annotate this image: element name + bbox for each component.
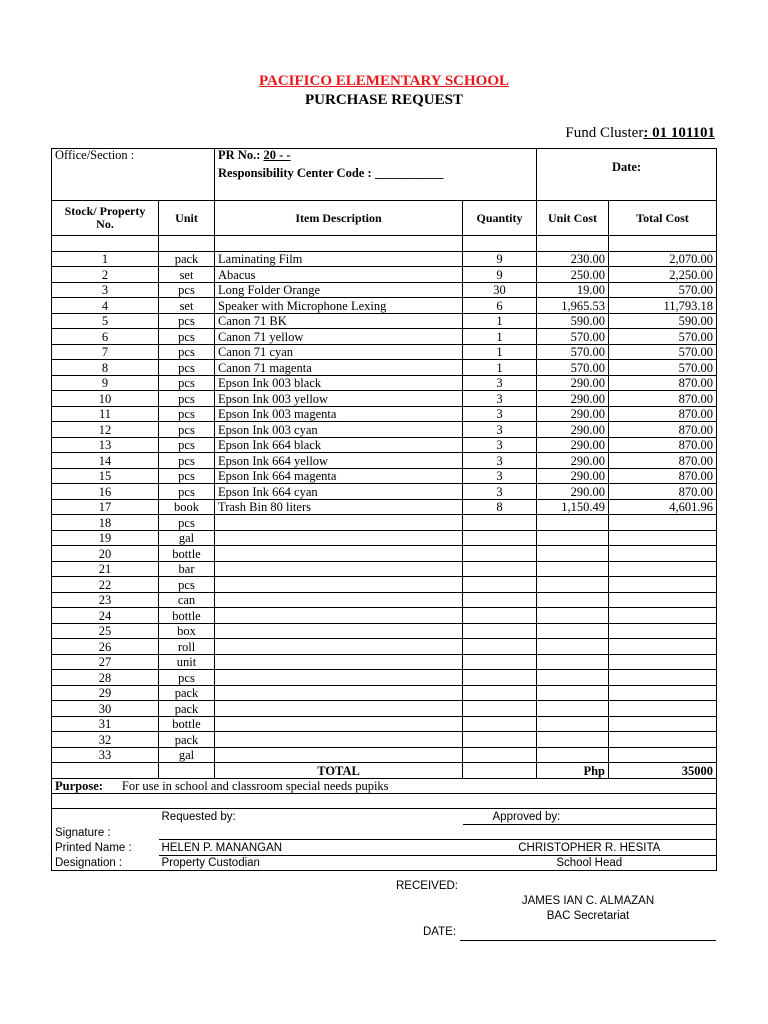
item-quantity <box>463 530 537 546</box>
item-unit-cost: 290.00 <box>537 422 609 438</box>
col-quantity: Quantity <box>463 201 537 236</box>
item-quantity: 6 <box>463 298 537 314</box>
item-no: 28 <box>52 670 159 686</box>
item-row <box>52 422 717 438</box>
approved-designation: School Head <box>463 855 717 871</box>
item-unit: unit <box>159 654 215 670</box>
item-unit-cost <box>537 546 609 562</box>
item-description: Laminating Film <box>215 251 463 267</box>
item-total-cost <box>609 670 717 686</box>
item-total-cost: 870.00 <box>609 484 717 500</box>
item-no: 3 <box>52 282 159 298</box>
item-no: 17 <box>52 499 159 515</box>
item-row <box>52 313 717 329</box>
item-unit-cost <box>537 530 609 546</box>
item-quantity: 3 <box>463 484 537 500</box>
item-unit: pcs <box>159 484 215 500</box>
item-no: 1 <box>52 251 159 267</box>
item-quantity <box>463 701 537 717</box>
item-no: 6 <box>52 329 159 345</box>
item-no: 11 <box>52 406 159 422</box>
item-unit: pack <box>159 701 215 717</box>
col-unit: Unit <box>159 201 215 236</box>
received-name: JAMES IAN C. ALMAZAN <box>521 895 655 907</box>
item-total-cost: 870.00 <box>609 453 717 469</box>
item-unit-cost <box>537 515 609 531</box>
item-row <box>52 685 717 701</box>
item-description <box>215 592 463 608</box>
item-unit: pcs <box>159 406 215 422</box>
item-description: Epson Ink 003 cyan <box>215 422 463 438</box>
item-no: 13 <box>52 437 159 453</box>
item-unit-cost: 290.00 <box>537 468 609 484</box>
item-unit: pcs <box>159 344 215 360</box>
item-no: 16 <box>52 484 159 500</box>
item-no: 20 <box>52 546 159 562</box>
item-unit-cost <box>537 685 609 701</box>
item-unit-cost: 1,150.49 <box>537 499 609 515</box>
item-total-cost <box>609 639 717 655</box>
item-row <box>52 298 717 314</box>
item-no: 4 <box>52 298 159 314</box>
item-no: 2 <box>52 267 159 283</box>
requested-designation: Property Custodian <box>159 855 463 871</box>
item-no: 8 <box>52 360 159 376</box>
item-row <box>52 639 717 655</box>
item-description: Epson Ink 664 magenta <box>215 468 463 484</box>
item-description <box>215 546 463 562</box>
item-quantity <box>463 654 537 670</box>
item-total-cost: 570.00 <box>609 344 717 360</box>
item-no: 26 <box>52 639 159 655</box>
item-description <box>215 654 463 670</box>
school-name: PACIFICO ELEMENTARY SCHOOL <box>258 73 510 89</box>
item-row <box>52 670 717 686</box>
item-description <box>215 747 463 763</box>
item-description <box>215 670 463 686</box>
item-no: 29 <box>52 685 159 701</box>
item-description: Abacus <box>215 267 463 283</box>
item-no: 21 <box>52 561 159 577</box>
item-description <box>215 577 463 593</box>
item-total-cost: 2,070.00 <box>609 251 717 267</box>
pr-info-cell <box>215 149 537 201</box>
item-unit-cost: 290.00 <box>537 375 609 391</box>
item-unit: gal <box>159 530 215 546</box>
item-unit-cost: 290.00 <box>537 453 609 469</box>
item-unit-cost <box>537 608 609 624</box>
item-quantity: 8 <box>463 499 537 515</box>
item-total-cost <box>609 654 717 670</box>
spacer-row <box>52 236 717 252</box>
approved-by-label: Approved by: <box>463 809 717 825</box>
fund-cluster-label: Fund Cluster <box>565 125 644 141</box>
item-description <box>215 561 463 577</box>
item-quantity: 3 <box>463 375 537 391</box>
item-unit: pcs <box>159 468 215 484</box>
item-no: 33 <box>52 747 159 763</box>
item-unit: gal <box>159 747 215 763</box>
item-unit-cost: 570.00 <box>537 329 609 345</box>
requested-name: HELEN P. MANANGAN <box>159 840 463 856</box>
item-no: 12 <box>52 422 159 438</box>
purpose-text: For use in school and classroom special needs pupiks <box>121 779 389 793</box>
col-description: Item Description <box>215 201 463 236</box>
item-row <box>52 406 717 422</box>
item-total-cost <box>609 701 717 717</box>
item-unit: pcs <box>159 360 215 376</box>
item-quantity <box>463 716 537 732</box>
item-row <box>52 360 717 376</box>
item-unit-cost: 570.00 <box>537 344 609 360</box>
item-no: 10 <box>52 391 159 407</box>
purpose-blank-row <box>52 794 717 809</box>
item-no: 27 <box>52 654 159 670</box>
item-quantity: 3 <box>463 468 537 484</box>
received-designation: BAC Secretariat <box>546 910 630 922</box>
item-unit-cost <box>537 732 609 748</box>
item-description <box>215 623 463 639</box>
purpose-row <box>52 778 717 794</box>
item-no: 15 <box>52 468 159 484</box>
item-row <box>52 530 717 546</box>
col-stock-no: Stock/ Property No. <box>52 201 159 236</box>
pr-no-value: 20 - - <box>263 148 291 162</box>
signature-row <box>52 824 717 840</box>
item-unit: pcs <box>159 422 215 438</box>
item-unit-cost <box>537 639 609 655</box>
item-no: 31 <box>52 716 159 732</box>
date-label: Date: <box>611 160 642 174</box>
item-description <box>215 639 463 655</box>
item-row <box>52 468 717 484</box>
item-unit-cost <box>537 623 609 639</box>
item-row <box>52 375 717 391</box>
item-quantity: 3 <box>463 453 537 469</box>
item-row <box>52 561 717 577</box>
item-row <box>52 329 717 345</box>
item-unit-cost: 290.00 <box>537 437 609 453</box>
item-row <box>52 484 717 500</box>
item-unit-cost <box>537 654 609 670</box>
item-no: 32 <box>52 732 159 748</box>
item-no: 22 <box>52 577 159 593</box>
item-no: 7 <box>52 344 159 360</box>
item-quantity <box>463 561 537 577</box>
received-date-line <box>460 940 716 941</box>
item-unit: pcs <box>159 577 215 593</box>
item-total-cost <box>609 716 717 732</box>
item-unit-cost: 590.00 <box>537 313 609 329</box>
item-description: Canon 71 magenta <box>215 360 463 376</box>
item-total-cost <box>609 592 717 608</box>
item-description: Epson Ink 664 yellow <box>215 453 463 469</box>
item-unit: pack <box>159 732 215 748</box>
item-no: 18 <box>52 515 159 531</box>
item-no: 25 <box>52 623 159 639</box>
total-amount: 35000 <box>609 763 717 779</box>
item-row <box>52 344 717 360</box>
item-description <box>215 515 463 531</box>
item-description: Epson Ink 003 black <box>215 375 463 391</box>
item-total-cost: 870.00 <box>609 422 717 438</box>
item-description <box>215 716 463 732</box>
item-total-cost: 570.00 <box>609 360 717 376</box>
item-quantity <box>463 747 537 763</box>
item-unit-cost: 250.00 <box>537 267 609 283</box>
item-quantity <box>463 546 537 562</box>
signature-label: Signature : <box>52 824 159 840</box>
item-row <box>52 577 717 593</box>
item-description <box>215 732 463 748</box>
item-unit: roll <box>159 639 215 655</box>
item-total-cost <box>609 546 717 562</box>
item-quantity: 1 <box>463 344 537 360</box>
item-no: 9 <box>52 375 159 391</box>
item-unit-cost <box>537 561 609 577</box>
item-total-cost: 2,250.00 <box>609 267 717 283</box>
item-unit: book <box>159 499 215 515</box>
item-unit: pcs <box>159 375 215 391</box>
purpose-label: Purpose: <box>55 779 103 793</box>
item-description: Epson Ink 664 black <box>215 437 463 453</box>
item-row <box>52 499 717 515</box>
total-currency: Php <box>537 763 609 779</box>
item-unit-cost <box>537 577 609 593</box>
item-unit: bottle <box>159 716 215 732</box>
requested-approved-row <box>52 809 717 825</box>
item-row <box>52 732 717 748</box>
item-row <box>52 623 717 639</box>
item-quantity <box>463 623 537 639</box>
item-description: Speaker with Microphone Lexing <box>215 298 463 314</box>
item-row <box>52 391 717 407</box>
item-description: Trash Bin 80 liters <box>215 499 463 515</box>
item-row <box>52 747 717 763</box>
item-description <box>215 701 463 717</box>
received-date-label: DATE: <box>423 926 457 938</box>
item-quantity <box>463 670 537 686</box>
office-section-cell <box>52 149 215 201</box>
item-no: 5 <box>52 313 159 329</box>
item-row <box>52 546 717 562</box>
item-unit: pcs <box>159 282 215 298</box>
received-label: RECEIVED: <box>396 880 458 892</box>
item-description <box>215 530 463 546</box>
item-unit: pcs <box>159 391 215 407</box>
item-description <box>215 685 463 701</box>
item-unit-cost: 290.00 <box>537 484 609 500</box>
printed-name-row <box>52 840 717 856</box>
fund-cluster <box>565 125 715 142</box>
item-total-cost: 570.00 <box>609 329 717 345</box>
item-unit: bar <box>159 561 215 577</box>
purchase-request-table <box>51 148 717 871</box>
item-unit: box <box>159 623 215 639</box>
item-quantity <box>463 515 537 531</box>
item-row <box>52 654 717 670</box>
office-section-label: Office/Section : <box>55 148 135 162</box>
item-description <box>215 608 463 624</box>
item-row <box>52 701 717 717</box>
col-unit-cost: Unit Cost <box>537 201 609 236</box>
item-unit: pcs <box>159 313 215 329</box>
designation-row <box>52 855 717 871</box>
col-total-cost: Total Cost <box>609 201 717 236</box>
info-row <box>52 149 717 201</box>
item-unit-cost <box>537 701 609 717</box>
item-total-cost: 870.00 <box>609 391 717 407</box>
item-quantity: 3 <box>463 406 537 422</box>
item-total-cost <box>609 623 717 639</box>
item-unit-cost: 19.00 <box>537 282 609 298</box>
item-unit: set <box>159 298 215 314</box>
item-no: 24 <box>52 608 159 624</box>
item-unit: bottle <box>159 546 215 562</box>
item-quantity: 30 <box>463 282 537 298</box>
item-quantity: 3 <box>463 437 537 453</box>
printed-name-label: Printed Name : <box>52 840 159 856</box>
item-unit-cost <box>537 670 609 686</box>
item-description: Canon 71 yellow <box>215 329 463 345</box>
pr-no-label: PR No.: <box>218 148 261 162</box>
item-no: 14 <box>52 453 159 469</box>
item-row <box>52 437 717 453</box>
item-no: 30 <box>52 701 159 717</box>
item-quantity: 1 <box>463 329 537 345</box>
item-row <box>52 453 717 469</box>
total-row <box>52 763 717 779</box>
item-total-cost: 570.00 <box>609 282 717 298</box>
item-total-cost: 870.00 <box>609 406 717 422</box>
item-total-cost: 870.00 <box>609 468 717 484</box>
item-unit: pcs <box>159 453 215 469</box>
item-total-cost: 870.00 <box>609 437 717 453</box>
item-total-cost <box>609 530 717 546</box>
responsibility-center-code: Responsibility Center Code : ___________ <box>218 166 444 180</box>
item-unit-cost: 230.00 <box>537 251 609 267</box>
designation-label: Designation : <box>52 855 159 871</box>
item-unit: pcs <box>159 670 215 686</box>
item-quantity <box>463 639 537 655</box>
item-row <box>52 515 717 531</box>
item-quantity: 3 <box>463 422 537 438</box>
item-total-cost: 590.00 <box>609 313 717 329</box>
item-unit: pcs <box>159 329 215 345</box>
item-unit-cost <box>537 747 609 763</box>
item-description: Long Folder Orange <box>215 282 463 298</box>
item-unit-cost: 290.00 <box>537 406 609 422</box>
item-unit: pack <box>159 685 215 701</box>
item-unit-cost <box>537 716 609 732</box>
item-total-cost: 4,601.96 <box>609 499 717 515</box>
item-total-cost <box>609 747 717 763</box>
item-unit-cost <box>537 592 609 608</box>
item-total-cost <box>609 561 717 577</box>
item-row <box>52 267 717 283</box>
item-quantity: 9 <box>463 267 537 283</box>
approved-name: CHRISTOPHER R. HESITA <box>463 840 717 856</box>
column-header-row <box>52 201 717 236</box>
item-unit: can <box>159 592 215 608</box>
item-quantity: 9 <box>463 251 537 267</box>
item-quantity <box>463 608 537 624</box>
total-label: TOTAL <box>215 763 463 779</box>
item-description: Epson Ink 003 magenta <box>215 406 463 422</box>
document-title: PURCHASE REQUEST <box>305 92 463 108</box>
date-cell <box>537 149 717 201</box>
item-unit-cost: 570.00 <box>537 360 609 376</box>
item-unit: bottle <box>159 608 215 624</box>
item-total-cost <box>609 515 717 531</box>
item-quantity <box>463 732 537 748</box>
item-row <box>52 716 717 732</box>
item-total-cost <box>609 608 717 624</box>
item-description: Canon 71 cyan <box>215 344 463 360</box>
item-unit: pack <box>159 251 215 267</box>
item-total-cost: 870.00 <box>609 375 717 391</box>
item-unit: pcs <box>159 515 215 531</box>
item-quantity <box>463 592 537 608</box>
item-quantity <box>463 577 537 593</box>
item-unit: set <box>159 267 215 283</box>
item-unit: pcs <box>159 437 215 453</box>
item-quantity: 3 <box>463 391 537 407</box>
item-quantity <box>463 685 537 701</box>
item-description: Epson Ink 003 yellow <box>215 391 463 407</box>
item-no: 19 <box>52 530 159 546</box>
item-no: 23 <box>52 592 159 608</box>
item-total-cost <box>609 685 717 701</box>
item-total-cost <box>609 577 717 593</box>
item-row <box>52 282 717 298</box>
item-row <box>52 592 717 608</box>
item-total-cost <box>609 732 717 748</box>
item-total-cost: 11,793.18 <box>609 298 717 314</box>
item-description: Epson Ink 664 cyan <box>215 484 463 500</box>
item-unit-cost: 1,965.53 <box>537 298 609 314</box>
item-unit-cost: 290.00 <box>537 391 609 407</box>
item-row <box>52 251 717 267</box>
item-quantity: 1 <box>463 313 537 329</box>
item-row <box>52 608 717 624</box>
requested-by-label: Requested by: <box>159 809 463 825</box>
item-quantity: 1 <box>463 360 537 376</box>
item-description: Canon 71 BK <box>215 313 463 329</box>
fund-cluster-value: : 01 101101 <box>643 125 715 141</box>
